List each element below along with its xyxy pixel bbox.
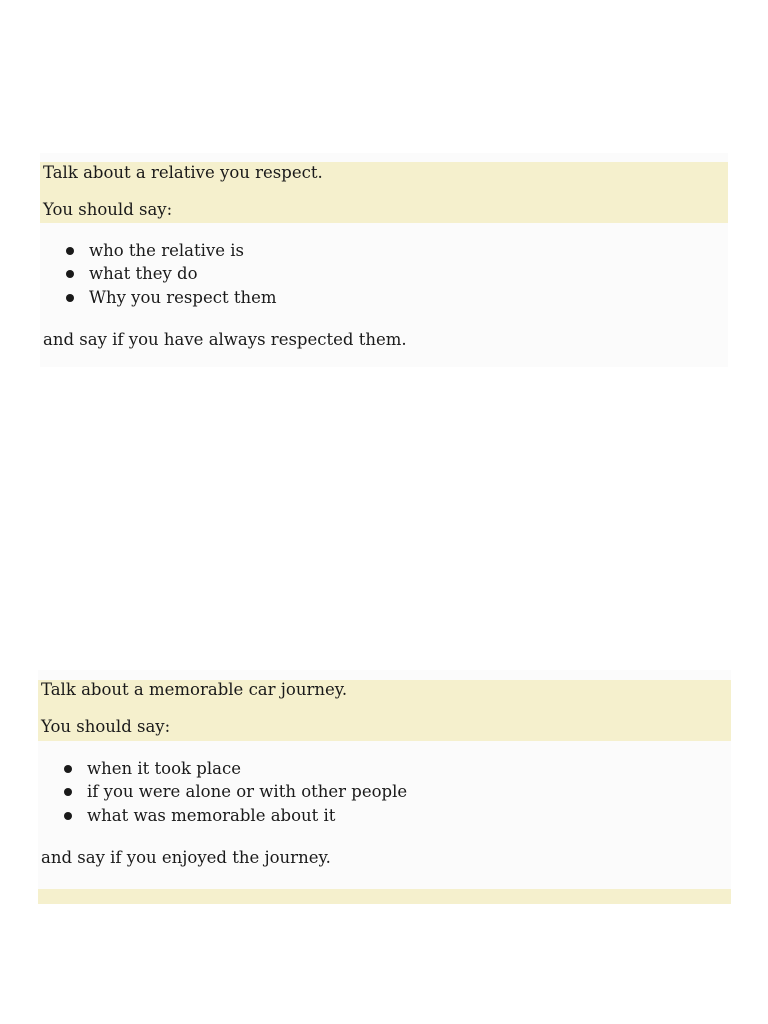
bullet-icon	[64, 812, 72, 820]
cue-card-relative	[40, 153, 728, 367]
list-item: Why you respect them	[64, 288, 277, 311]
bullet-icon	[66, 294, 74, 302]
bullet-icon	[64, 788, 72, 796]
list-item: when it took place	[62, 759, 407, 782]
list-item: if you were alone or with other people	[62, 782, 407, 805]
bullet-icon	[64, 765, 72, 773]
list-item: who the relative is	[64, 241, 277, 264]
bullet-list	[64, 241, 277, 311]
bullet-icon	[66, 247, 74, 255]
card-footer-highlight	[38, 889, 731, 904]
card-prompt: You should say:	[43, 200, 173, 219]
list-item: what they do	[64, 264, 277, 287]
bullet-list	[62, 759, 407, 829]
card-title: Talk about a relative you respect.	[43, 163, 323, 182]
list-item: what was memorable about it	[62, 806, 407, 829]
card-prompt: You should say:	[41, 717, 171, 736]
card-closing: and say if you have always respected them.	[43, 330, 407, 349]
bullet-icon	[66, 270, 74, 278]
card-closing: and say if you enjoyed the journey.	[41, 848, 331, 867]
cue-card-car-journey	[38, 670, 731, 904]
card-title: Talk about a memorable car journey.	[41, 680, 348, 699]
